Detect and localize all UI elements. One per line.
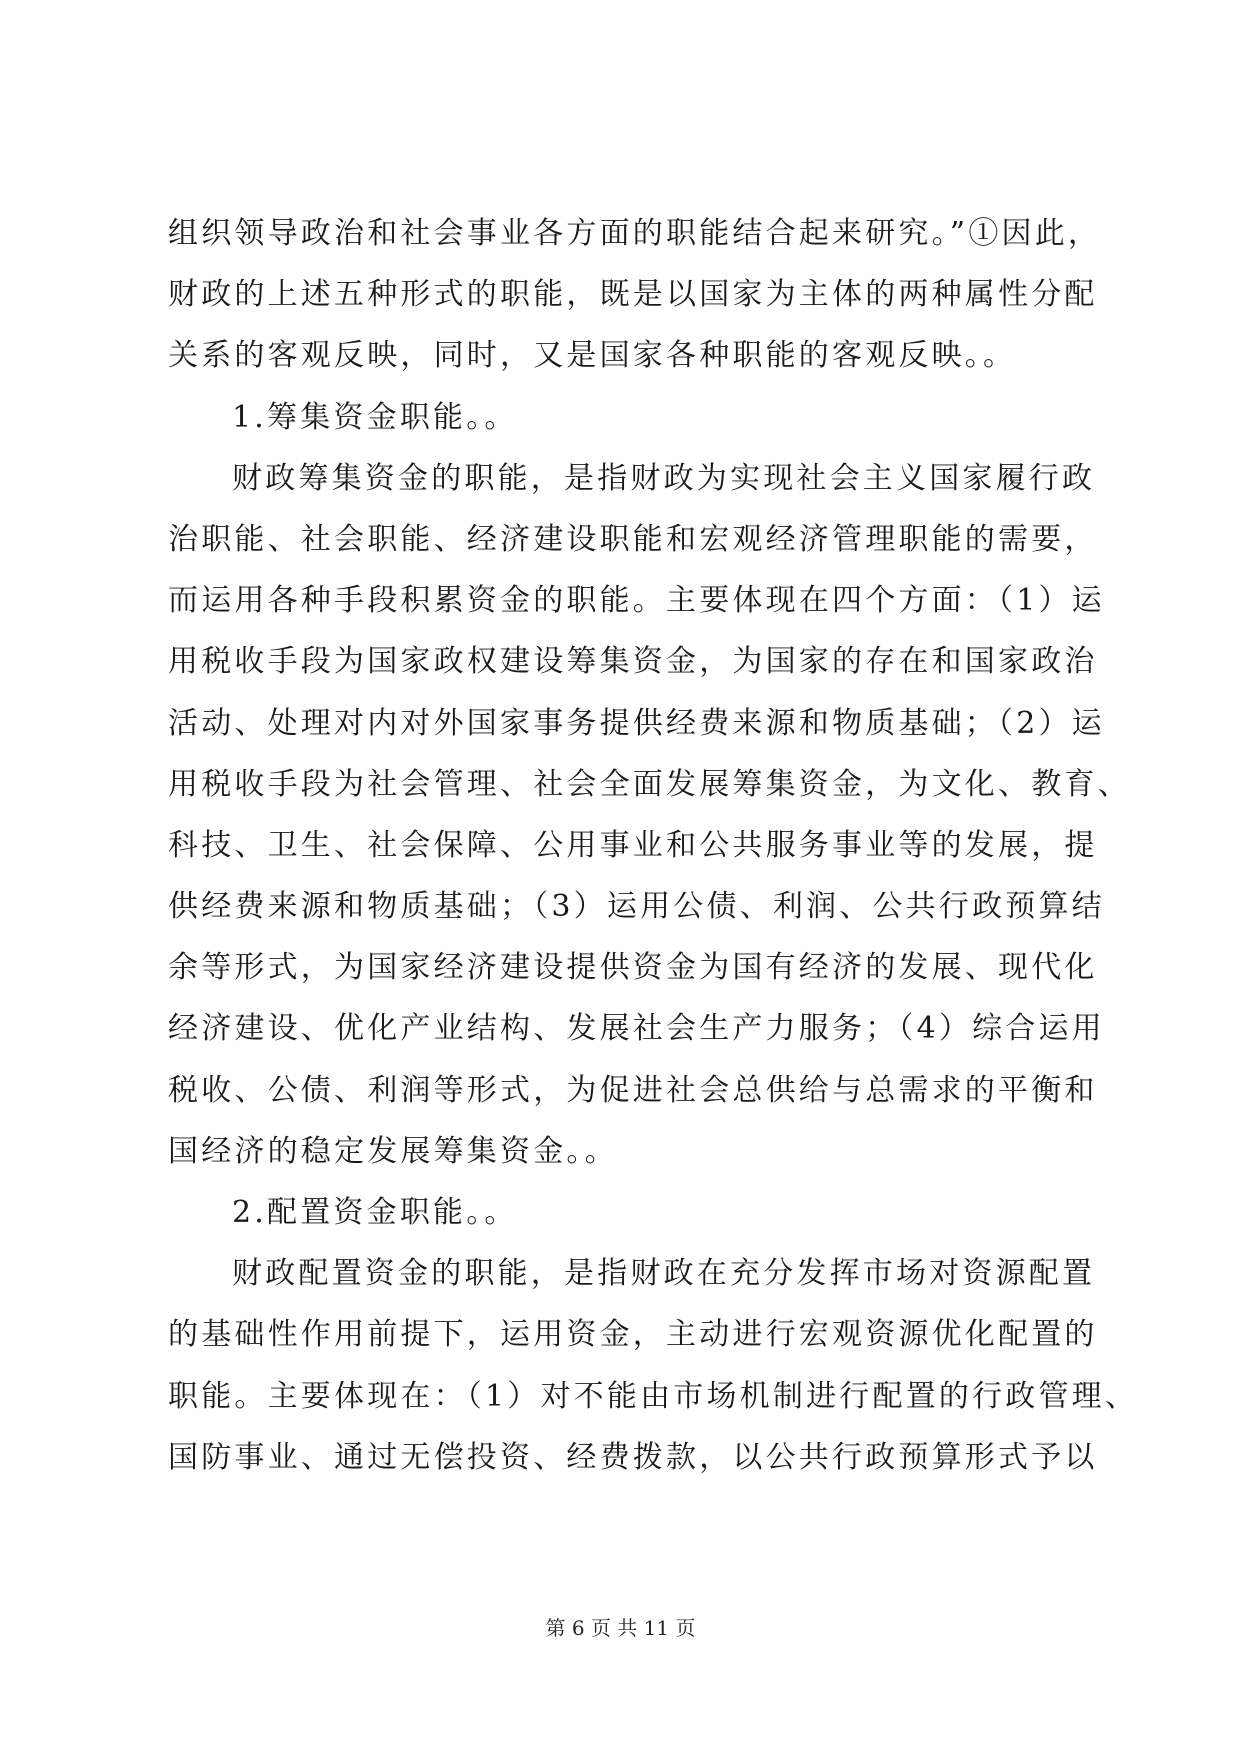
text-line: 财政的上述五种形式的职能，既是以国家为主体的两种属性分配 xyxy=(168,277,1098,313)
text-line: 国经济的稳定发展筹集资金。。 xyxy=(168,1133,618,1169)
text-line: 关系的客观反映，同时，又是国家各种职能的客观反映。。 xyxy=(168,338,1017,374)
text-line: 科技、卫生、社会保障、公用事业和公共服务事业等的发展，提 xyxy=(168,827,1098,863)
page-number-footer: 第 6 页 共 11 页 xyxy=(545,1616,696,1640)
document-body xyxy=(168,203,1139,1488)
text-line: 经济建设、优化产业结构、发展社会生产力服务；（4）综合运用 xyxy=(168,1011,1105,1047)
text-line: 税收、公债、利润等形式，为促进社会总供给与总需求的平衡和 xyxy=(168,1072,1098,1108)
text-line: 的基础性作用前提下，运用资金，主动进行宏观资源优化配置的 xyxy=(168,1317,1098,1353)
text-line: 供经费来源和物质基础；（3）运用公债、利润、公共行政预算结 xyxy=(168,889,1105,925)
text-line: 而运用各种手段积累资金的职能。主要体现在四个方面：（1）运 xyxy=(168,583,1105,619)
text-line: 活动、处理对内对外国家事务提供经费来源和物质基础；（2）运 xyxy=(168,705,1105,741)
text-line: 职能。主要体现在：（1）对不能由市场机制进行配置的行政管理、 xyxy=(168,1378,1139,1414)
text-line: 用税收手段为国家政权建设筹集资金，为国家的存在和国家政治 xyxy=(168,644,1098,680)
text-line: 余等形式，为国家经济建设提供资金为国有经济的发展、现代化 xyxy=(168,950,1098,986)
section-heading: 1.筹集资金职能。。 xyxy=(232,399,518,435)
text-line: 国防事业、通过无偿投资、经费拨款，以公共行政预算形式予以 xyxy=(168,1439,1098,1475)
text-line: 组织领导政治和社会事业各方面的职能结合起来研究。”①因此， xyxy=(168,216,1102,251)
text-line: 财政筹集资金的职能，是指财政为实现社会主义国家履行政 xyxy=(232,460,1096,496)
text-line: 治职能、社会职能、经济建设职能和宏观经济管理职能的需要， xyxy=(168,521,1098,557)
text-line: 用税收手段为社会管理、社会全面发展筹集资金，为文化、教育、 xyxy=(168,766,1131,802)
section-heading: 2.配置资金职能。。 xyxy=(232,1195,518,1230)
text-line: 财政配置资金的职能，是指财政在充分发挥市场对资源配置 xyxy=(232,1256,1096,1292)
